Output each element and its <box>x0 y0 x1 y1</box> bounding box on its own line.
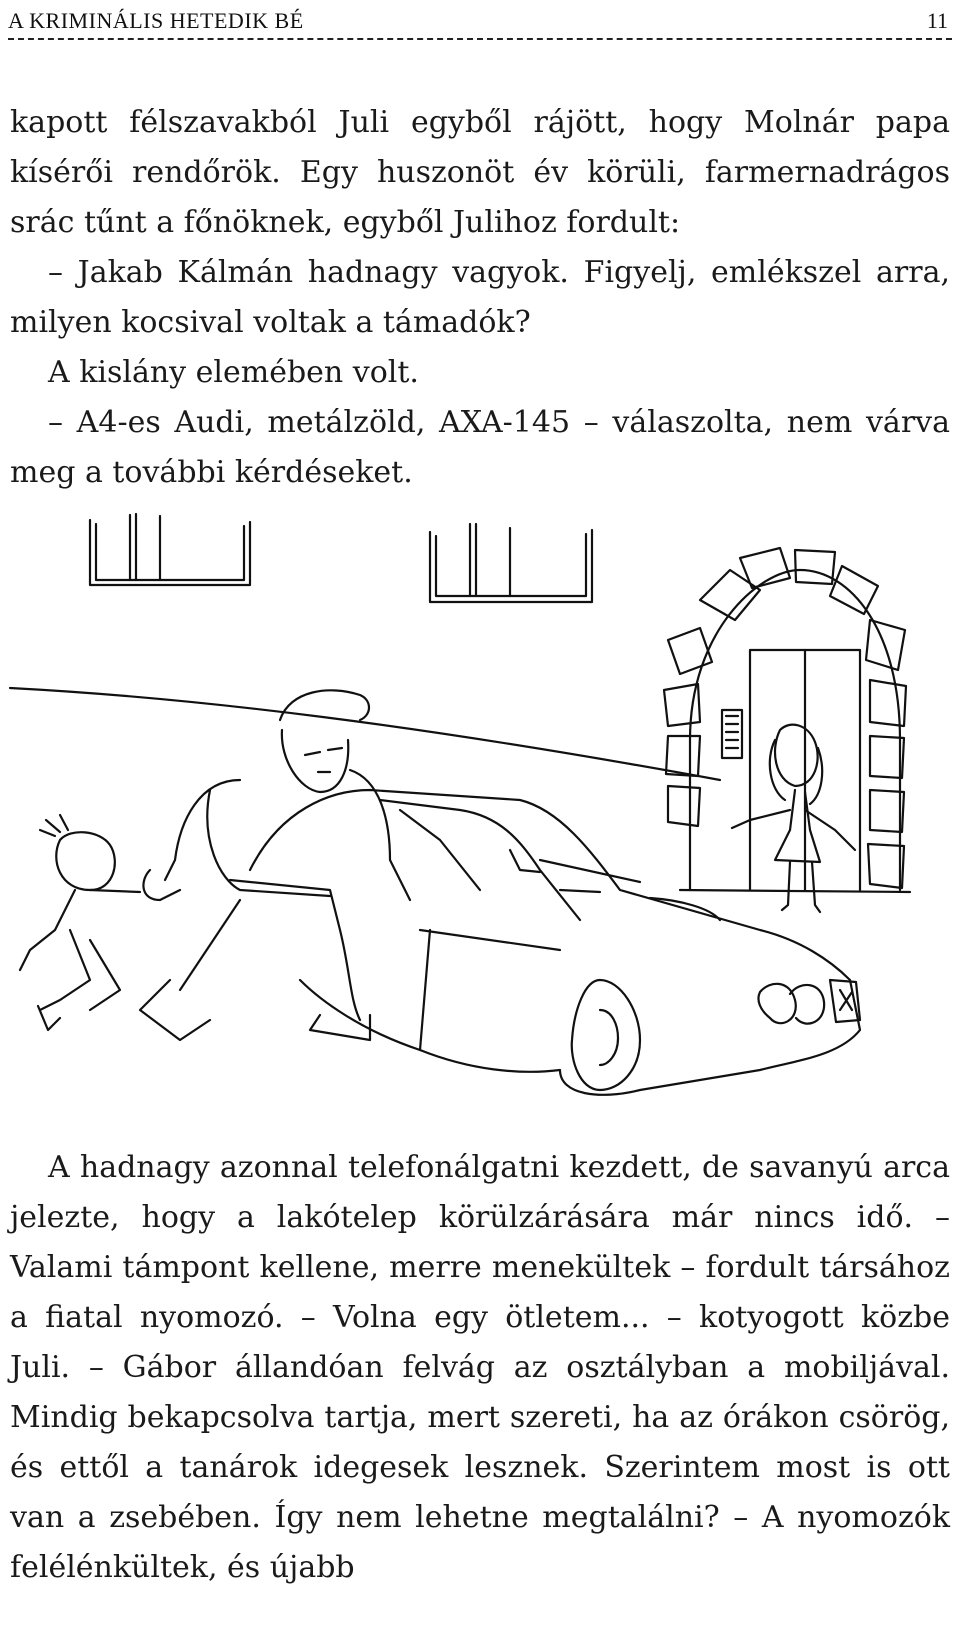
text-block-top <box>10 98 950 498</box>
paragraph: – Jakab Kálmán hadnagy vagyok. Figyelj, emlékszel arra, milyen kocsival voltak a támadók? <box>10 255 950 340</box>
line-drawing-illustration <box>0 510 960 1120</box>
running-header <box>8 4 952 40</box>
paragraph: – A4-es Audi, metálzöld, AXA-145 – válaszolta, nem várva meg a további kérdéseket. <box>10 405 950 490</box>
paragraph: kapott félszavakból Juli egyből rájött, hogy Molnár papa kísérői rendőrök. Egy huszonöt év körüli, farmernadrágos srác tűnt a főnöknek, egyből Julihoz fordult: <box>10 105 950 240</box>
building-window-left <box>90 514 250 585</box>
arched-doorway <box>664 548 910 892</box>
page-number: 11 <box>926 8 948 33</box>
boy-drawing <box>20 815 140 1030</box>
paragraph: A kislány elemében volt. <box>48 355 419 390</box>
text-block-bottom <box>10 1143 950 1593</box>
man-drawing <box>140 690 410 1040</box>
running-header-title: A KRIMINÁLIS HETEDIK BÉ <box>8 8 304 33</box>
paragraph: A hadnagy azonnal telefonálgatni kezdett, de savanyú arca jelezte, hogy a lakótelep körülzárására már nincs idő. – Valami támpont kellene, merre menekültek – fordult társához a fiatal nyomozó. – Volna egy ötletem... – kotyogott közbe Juli. – Gábor állandóan felvág az osztályban a mobiljával. Mindig bekapcsolva tartja, mert szereti, ha az órákon csörög, és ettől a tanárok idegesek lesznek. Szerintem most is ott van a zsebében. Így nem lehetne megtalálni? – A nyomozók felélénkültek, és újabb <box>10 1150 950 1585</box>
car-drawing <box>250 790 860 1095</box>
building-window-right <box>430 524 592 602</box>
street-line <box>10 688 720 780</box>
